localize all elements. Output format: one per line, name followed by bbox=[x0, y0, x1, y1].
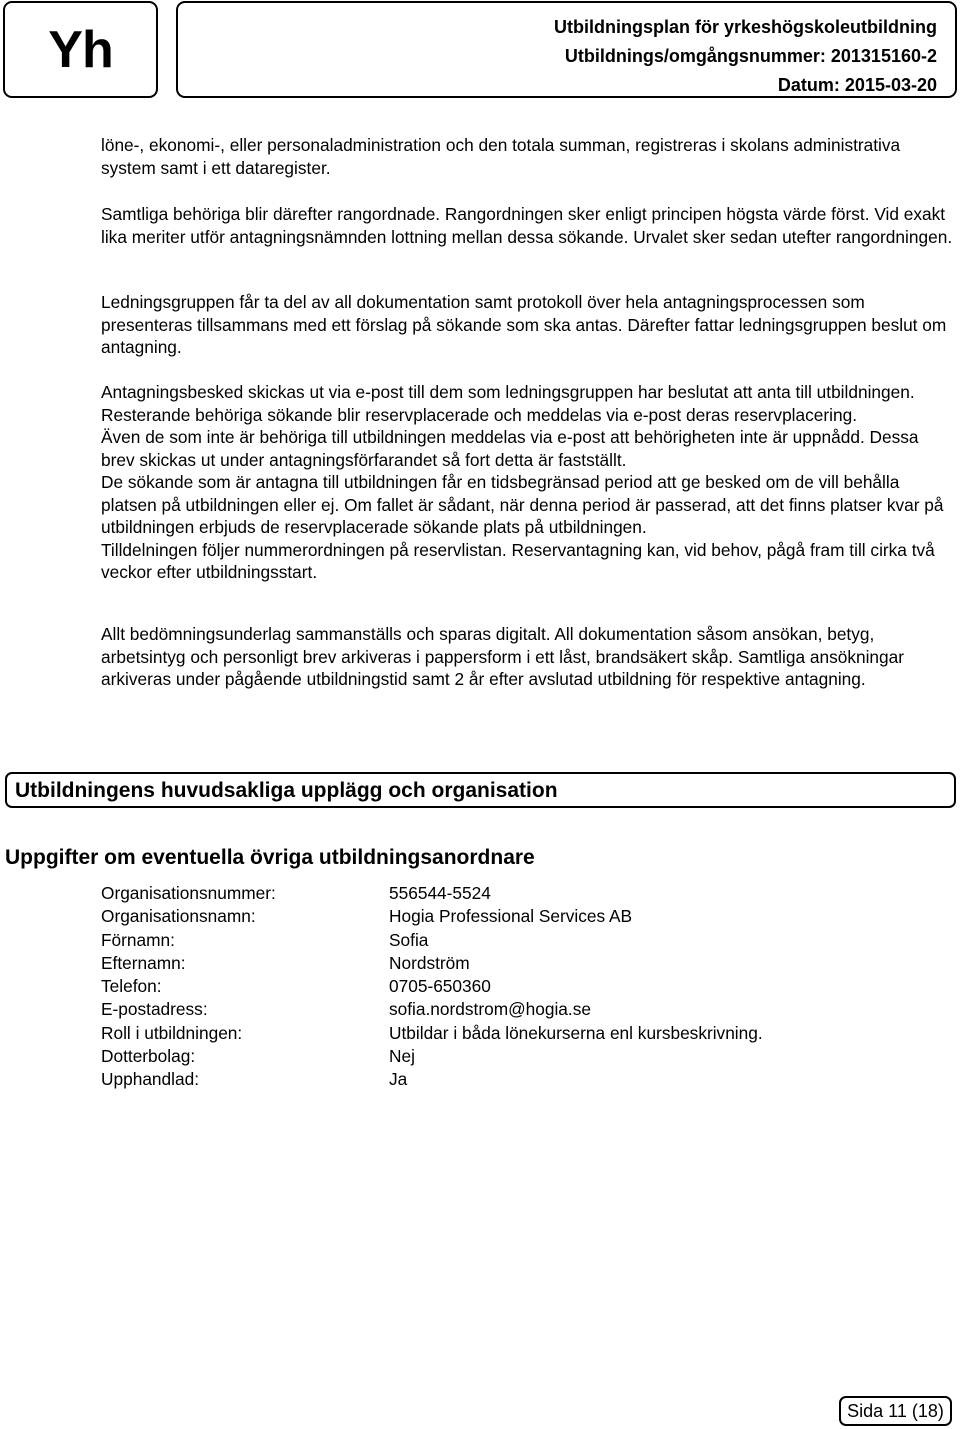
paragraph-archiving bbox=[101, 623, 956, 691]
org-label: Telefon: bbox=[101, 976, 162, 997]
org-value: Utbildar i båda lönekurserna enl kursbeskrivning. bbox=[389, 1022, 763, 1043]
org-row bbox=[101, 882, 763, 905]
org-label: Organisationsnummer: bbox=[101, 883, 276, 903]
org-row bbox=[101, 998, 763, 1021]
header-number: Utbildnings/omgångsnummer: 201315160-2 bbox=[564, 46, 937, 66]
org-row bbox=[101, 929, 763, 952]
org-row bbox=[101, 1022, 763, 1045]
org-label: Roll i utbildningen: bbox=[101, 1022, 243, 1043]
paragraph-text: Ledningsgruppen får ta del av all dokumentation samt protokoll över hela antagningsprocessen som presenteras tillsammans med ett förslag på sökande som ska antas. Därefter fattar ledningsgruppen beslut om antagning. bbox=[101, 292, 947, 357]
paragraph-text: Även de som inte är behöriga till utbildningen meddelas via e-post att behörigheten inte är uppnådd. Dessa brev skickas ut under antagningsförfarandet så fort detta är fastställt. bbox=[101, 427, 919, 470]
paragraph-text: löne-, ekonomi-, eller personaladministration och den totala summan, registreras i skolans administrativa system samt i ett dataregister. bbox=[101, 135, 901, 178]
org-value: Hogia Professional Services AB bbox=[389, 906, 633, 927]
org-row bbox=[101, 1045, 763, 1068]
document-header bbox=[176, 1, 957, 98]
org-label: E-postadress: bbox=[101, 999, 208, 1020]
org-value: Ja bbox=[389, 1069, 408, 1090]
org-value: Nordström bbox=[389, 952, 470, 973]
org-row bbox=[101, 975, 763, 998]
paragraph-registration bbox=[101, 134, 956, 179]
logo-box bbox=[3, 1, 158, 98]
organisation-details bbox=[101, 882, 763, 1092]
paragraph-text: De sökande som är antagna till utbildningen får en tidsbegränsad period att ge besked om de vill behålla platsen på utbildningen eller ej. Om fallet är sådant, när denna period är passerad, att det finns platser kvar på utbildningen erbjuds de reservplacerade sökande plats på utbildningen. bbox=[101, 472, 944, 537]
org-label: Dotterbolag: bbox=[101, 1046, 196, 1067]
paragraph-text: Samtliga behöriga blir därefter rangordnade. Rangordningen sker enligt principen högsta värde först. Vid exakt lika meriter utför antagningsnämnden lottning mellan dessa sökande. Urvalet sker sedan utefter rangordningen. bbox=[101, 204, 953, 247]
org-value: 556544-5524 bbox=[389, 883, 491, 903]
org-label: Upphandlad: bbox=[101, 1069, 200, 1090]
org-value: Nej bbox=[389, 1046, 415, 1067]
paragraph-ranking bbox=[101, 203, 956, 248]
org-value: sofia.nordstrom@hogia.se bbox=[389, 999, 591, 1020]
org-row bbox=[101, 952, 763, 975]
paragraph-management-group bbox=[101, 291, 956, 359]
paragraph-admission-notice bbox=[101, 381, 956, 584]
subsection-title: Uppgifter om eventuella övriga utbildningsanordnare bbox=[5, 846, 535, 869]
org-row bbox=[101, 905, 763, 928]
org-value: 0705-650360 bbox=[389, 976, 491, 997]
section-heading-box bbox=[5, 772, 956, 808]
page-number: Sida 11 (18) bbox=[847, 1401, 944, 1421]
header-title: Utbildningsplan för yrkeshögskoleutbildning bbox=[553, 17, 937, 37]
org-label: Efternamn: bbox=[101, 952, 186, 973]
section-title: Utbildningens huvudsakliga upplägg och organisation bbox=[15, 779, 558, 802]
org-label: Organisationsnamn: bbox=[101, 906, 256, 927]
org-value: Sofia bbox=[389, 929, 429, 950]
paragraph-text: Antagningsbesked skickas ut via e-post till dem som ledningsgruppen har beslutat att anta till utbildningen. Resterande behöriga sökande blir reservplacerade och meddelas via e-post deras reservplacering. bbox=[101, 382, 915, 425]
org-label: Förnamn: bbox=[101, 929, 175, 950]
page-number-box bbox=[839, 1396, 952, 1426]
paragraph-text: Allt bedömningsunderlag sammanställs och sparas digitalt. All dokumentation såsom ansökan, betyg, arbetsintyg och personligt brev arkiveras i pappersform i ett låst, brandsäkert skåp. Samtliga ansökningar arkiveras under pågående utbildningstid samt 2 år efter avslutad utbildning för respektive antagning. bbox=[101, 624, 905, 689]
paragraph-text: Tilldelningen följer nummerordningen på reservlistan. Reservantagning kan, vid behov, pågå fram till cirka två veckor efter utbildningsstart. bbox=[101, 539, 935, 582]
header-date: Datum: 2015-03-20 bbox=[777, 75, 937, 95]
org-row bbox=[101, 1068, 763, 1091]
logo-text: Yh bbox=[48, 20, 113, 79]
